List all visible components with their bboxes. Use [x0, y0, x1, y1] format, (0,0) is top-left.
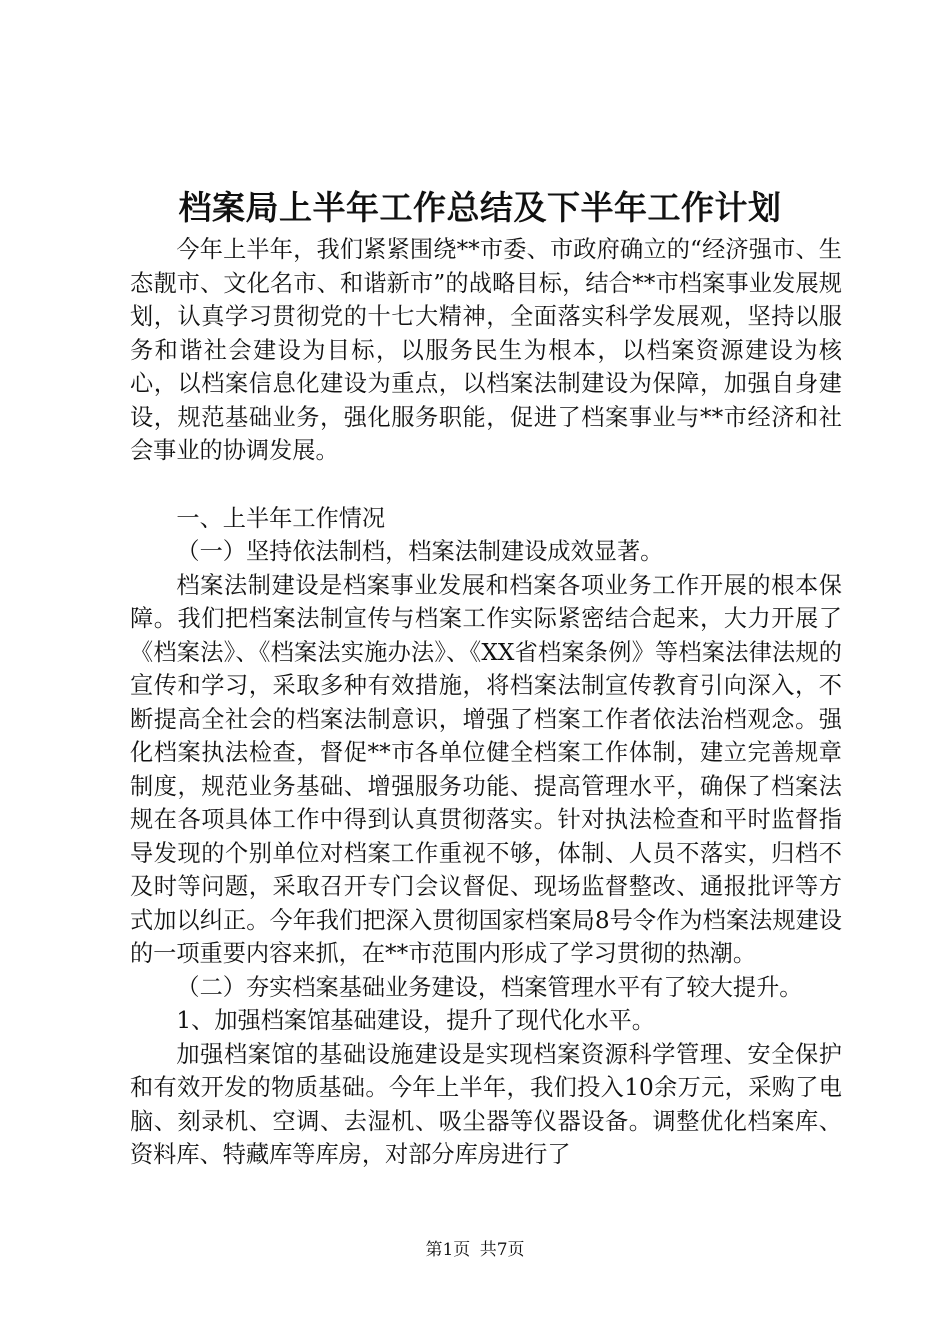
- paragraph-spacer: [130, 468, 842, 502]
- page-number-footer: 第1页 共7页: [425, 1240, 525, 1260]
- intro-paragraph: 今年上半年，我们紧紧围绕**市委、市政府确立的“经济强市、生态靓市、文化名市、和谐新市”的战略目标，结合**市档案事业发展规划，认真学习贯彻党的十七大精神，全面落实科学发展观，坚持以服务和谐社会建设为目标，以服务民生为根本，以档案资源建设为核心，以档案信息化建设为重点，以档案法制建设为保障，加强自身建设，规范基础业务，强化服务职能，促进了档案事业与**市经济和社会事业的协调发展。: [130, 236, 842, 464]
- document-title: 档案局上半年工作总结及下半年工作计划: [178, 188, 782, 227]
- subsection-heading: （一）坚持依法制档，档案法制建设成效显著。: [176, 538, 664, 565]
- subsection-heading: （二）夯实档案基础业务建设，档案管理水平有了较大提升。: [176, 973, 803, 1001]
- section-heading: 一、上半年工作情况: [176, 504, 386, 532]
- item-heading: 1、加强档案馆基础建设，提升了现代化水平。: [176, 1007, 655, 1034]
- document-body: [130, 233, 842, 1172]
- body-paragraph: 档案法制建设是档案事业发展和档案各项业务工作开展的根本保障。我们把档案法制宣传与档案工作实际紧密结合起来，大力开展了《档案法》、《档案法实施办法》、《XX省档案条例》等档案法律法规的宣传和学习，采取多种有效措施，将档案法制宣传教育引向深入，不断提高全社会的档案法制意识，增强了档案工作者依法治档观念。强化档案执法检查，督促**市各单位健全档案工作体制，建立完善规章制度，规范业务基础、增强服务功能、提高管理水平，确保了档案法规在各项具体工作中得到认真贯彻落实。针对执法检查和平时监督指导发现的个别单位对档案工作重视不够，体制、人员不落实，归档不及时等问题，采取召开专门会议督促、现场监督整改、通报批评等方式加以纠正。今年我们把深入贯彻国家档案局8号令作为档案法规建设的一项重要内容来抓，在**市范围内形成了学习贯彻的热潮。: [130, 571, 842, 967]
- body-paragraph: 加强档案馆的基础设施建设是实现档案资源科学管理、安全保护和有效开发的物质基础。今年上半年，我们投入10余万元，采购了电脑、刻录机、空调、去湿机、吸尘器等仪器设备。调整优化档案库、资料库、特藏库等库房，对部分库房进行了: [130, 1040, 842, 1168]
